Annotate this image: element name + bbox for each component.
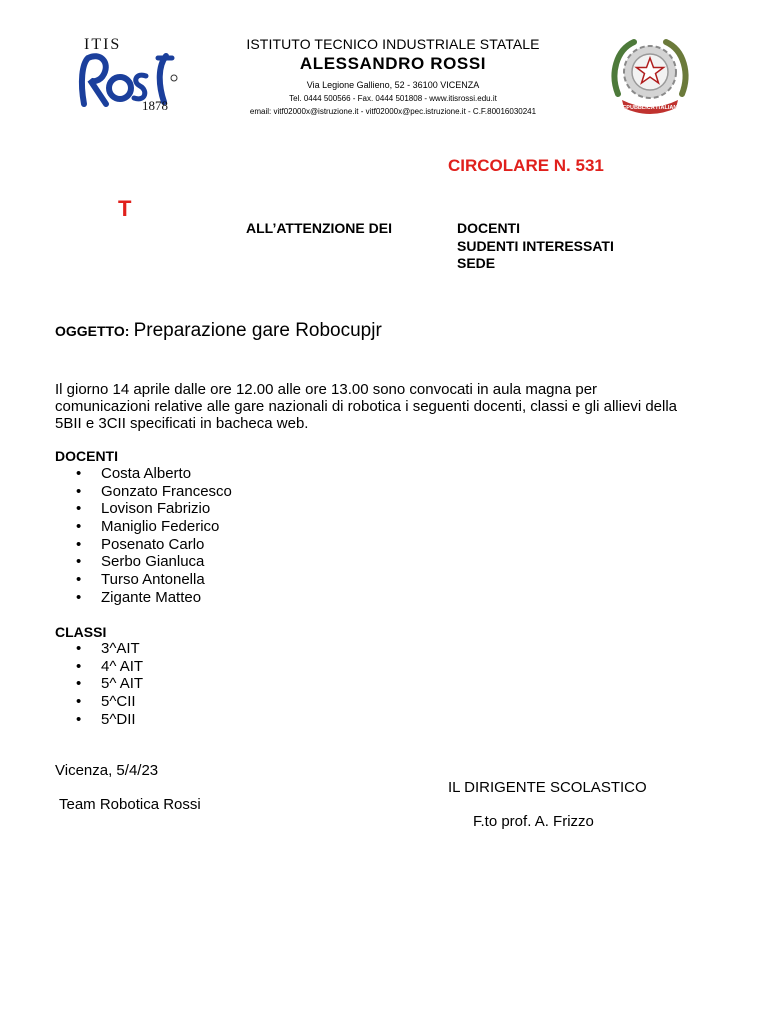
list-item: • 5^CII bbox=[55, 693, 143, 711]
logo-year-text: 1878 bbox=[142, 98, 168, 113]
subject-text: Preparazione gare Robocupjr bbox=[133, 320, 382, 341]
team-name: Team Robotica Rossi bbox=[59, 796, 201, 813]
docenti-heading: DOCENTI bbox=[55, 448, 118, 464]
classi-list bbox=[55, 640, 143, 728]
list-item: • Turso Antonella bbox=[55, 571, 232, 589]
body-line-3: 5BII e 3CII specificati in bacheca web. bbox=[55, 415, 309, 432]
list-item: • 5^ AIT bbox=[55, 675, 143, 693]
institute-name: ALESSANDRO ROSSI bbox=[299, 54, 487, 73]
list-item: • Zigante Matteo bbox=[55, 589, 232, 607]
recipient-sede: SEDE bbox=[457, 255, 496, 271]
list-item: • Posenato Carlo bbox=[55, 536, 232, 554]
attention-label: ALL’ATTENZIONE DEI bbox=[246, 220, 392, 236]
signatory-role: IL DIRIGENTE SCOLASTICO bbox=[448, 779, 647, 796]
institute-emails: email: vitf02000x@istruzione.it - vitf02000x@pec.istruzione.it - C.F.80016030241 bbox=[249, 107, 537, 116]
classi-heading: CLASSI bbox=[55, 624, 107, 640]
institute-type: ISTITUTO TECNICO INDUSTRIALE STATALE bbox=[246, 36, 540, 52]
list-item: • Serbo Gianluca bbox=[55, 553, 232, 571]
subject-line bbox=[55, 320, 382, 342]
italian-republic-emblem bbox=[608, 34, 692, 118]
list-item: • 4^ AIT bbox=[55, 658, 143, 676]
signature: F.to prof. A. Frizzo bbox=[473, 813, 594, 830]
institute-address: Via Legione Gallieno, 52 - 36100 VICENZA bbox=[306, 80, 480, 90]
recipient-studenti: SUDENTI INTERESSATI bbox=[457, 238, 614, 254]
logo-itis-text: ITIS bbox=[84, 36, 122, 53]
list-item: • Lovison Fabrizio bbox=[55, 500, 232, 518]
place-date: Vicenza, 5/4/23 bbox=[55, 762, 159, 779]
docenti-list bbox=[55, 465, 232, 607]
list-item: • Gonzato Francesco bbox=[55, 483, 232, 501]
subject-label: OGGETTO: bbox=[55, 323, 130, 339]
circular-number: CIRCOLARE N. 531 bbox=[448, 156, 604, 175]
body-line-1: Il giorno 14 aprile dalle ore 12.00 alle ore 13.00 sono convocati in aula magna per bbox=[55, 381, 598, 398]
institute-contacts: Tel. 0444 500566 - Fax. 0444 501808 - www.itisrossi.edu.it bbox=[289, 94, 497, 103]
red-letter-mark: T bbox=[118, 196, 132, 221]
recipient-docenti: DOCENTI bbox=[457, 220, 520, 236]
school-logo bbox=[74, 38, 178, 118]
body-line-2: comunicazioni relative alle gare nazionali di robotica i seguenti docenti, classi e gli allievi della bbox=[55, 398, 678, 415]
list-item: • Maniglio Federico bbox=[55, 518, 232, 536]
emblem-ribbon-text: REPUBBLICA ITALIANA bbox=[618, 105, 682, 111]
list-item: • 3^AIT bbox=[55, 640, 143, 658]
list-item: • Costa Alberto bbox=[55, 465, 232, 483]
list-item: • 5^DII bbox=[55, 711, 143, 729]
